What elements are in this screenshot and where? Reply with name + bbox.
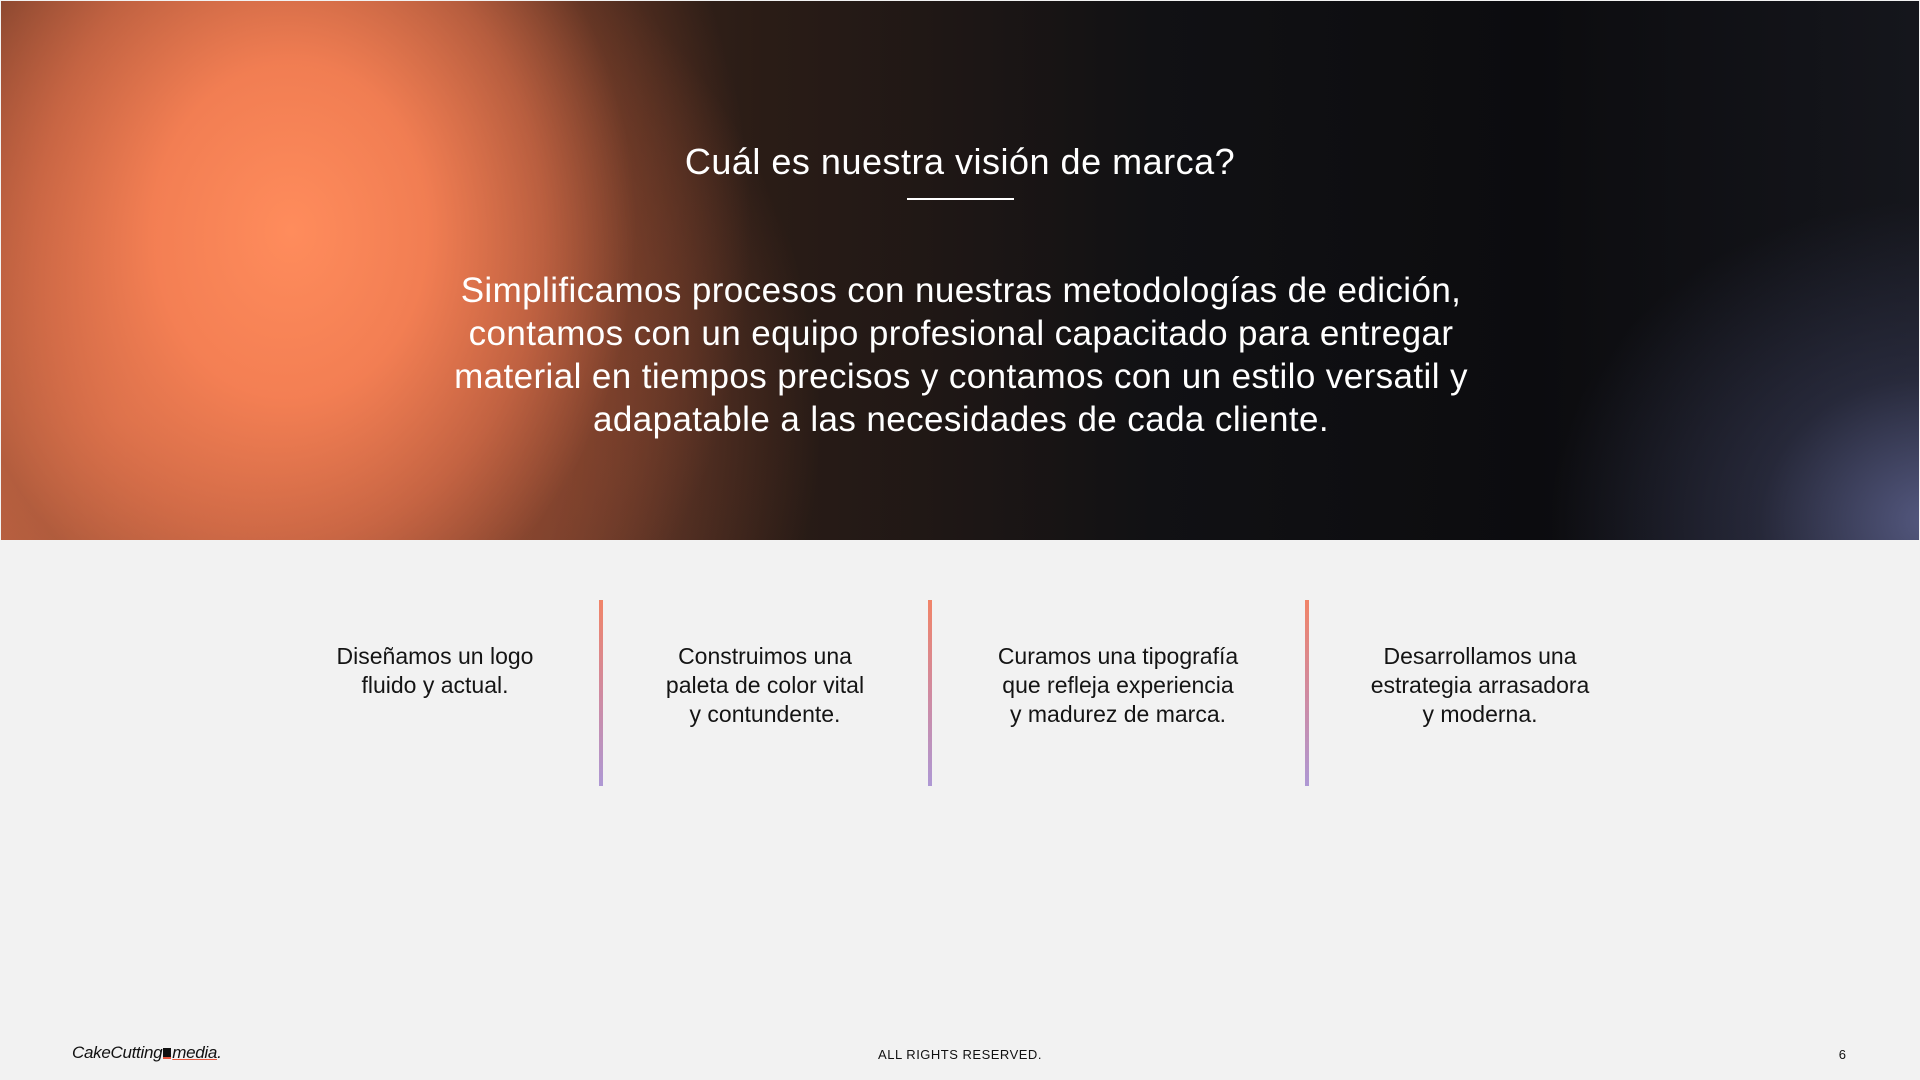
feature-line: Curamos una tipografía	[997, 643, 1239, 669]
feature-line: paleta de color vital	[665, 672, 865, 698]
hero-body-line: Simplificamos procesos con nuestras metodologías de edición,	[460, 271, 1462, 310]
feature-logo	[285, 642, 585, 700]
feature-line: Diseñamos un logo	[336, 643, 534, 669]
logo-text-media: media	[172, 1043, 218, 1062]
feature-line: Construimos una	[678, 643, 852, 669]
feature-color-palette	[615, 642, 915, 729]
hero-body-line: material en tiempos precisos y contamos con un estilo versatil y	[454, 357, 1468, 396]
logo-text-cakecutting: CakeCutting	[72, 1043, 163, 1062]
logo-text-suffix: .	[217, 1043, 222, 1062]
feature-line: que refleja experiencia	[1002, 672, 1234, 698]
feature-divider	[1305, 600, 1309, 786]
hero-body-line: contamos con un equipo profesional capacitado para entregar	[468, 314, 1454, 353]
footer-rights: ALL RIGHTS RESERVED.	[878, 1047, 1042, 1062]
hero-banner	[1, 1, 1919, 540]
heading-underline	[907, 198, 1014, 200]
feature-line: y moderna.	[1422, 701, 1538, 727]
feature-strategy	[1330, 642, 1630, 729]
hero-body-text	[361, 269, 1561, 441]
hero-heading: Cuál es nuestra visión de marca?	[684, 141, 1236, 182]
feature-line: y madurez de marca.	[1009, 701, 1227, 727]
hero-body-line: adapatable a las necesidades de cada cliente.	[592, 400, 1330, 439]
feature-line: estrategia arrasadora	[1370, 672, 1590, 698]
feature-line: fluido y actual.	[361, 672, 509, 698]
feature-divider	[928, 600, 932, 786]
page-number: 6	[1838, 1047, 1846, 1062]
feature-line: y contundente.	[689, 701, 841, 727]
feature-line: Desarrollamos una	[1383, 643, 1577, 669]
feature-typography	[968, 642, 1268, 729]
feature-divider	[599, 600, 603, 786]
